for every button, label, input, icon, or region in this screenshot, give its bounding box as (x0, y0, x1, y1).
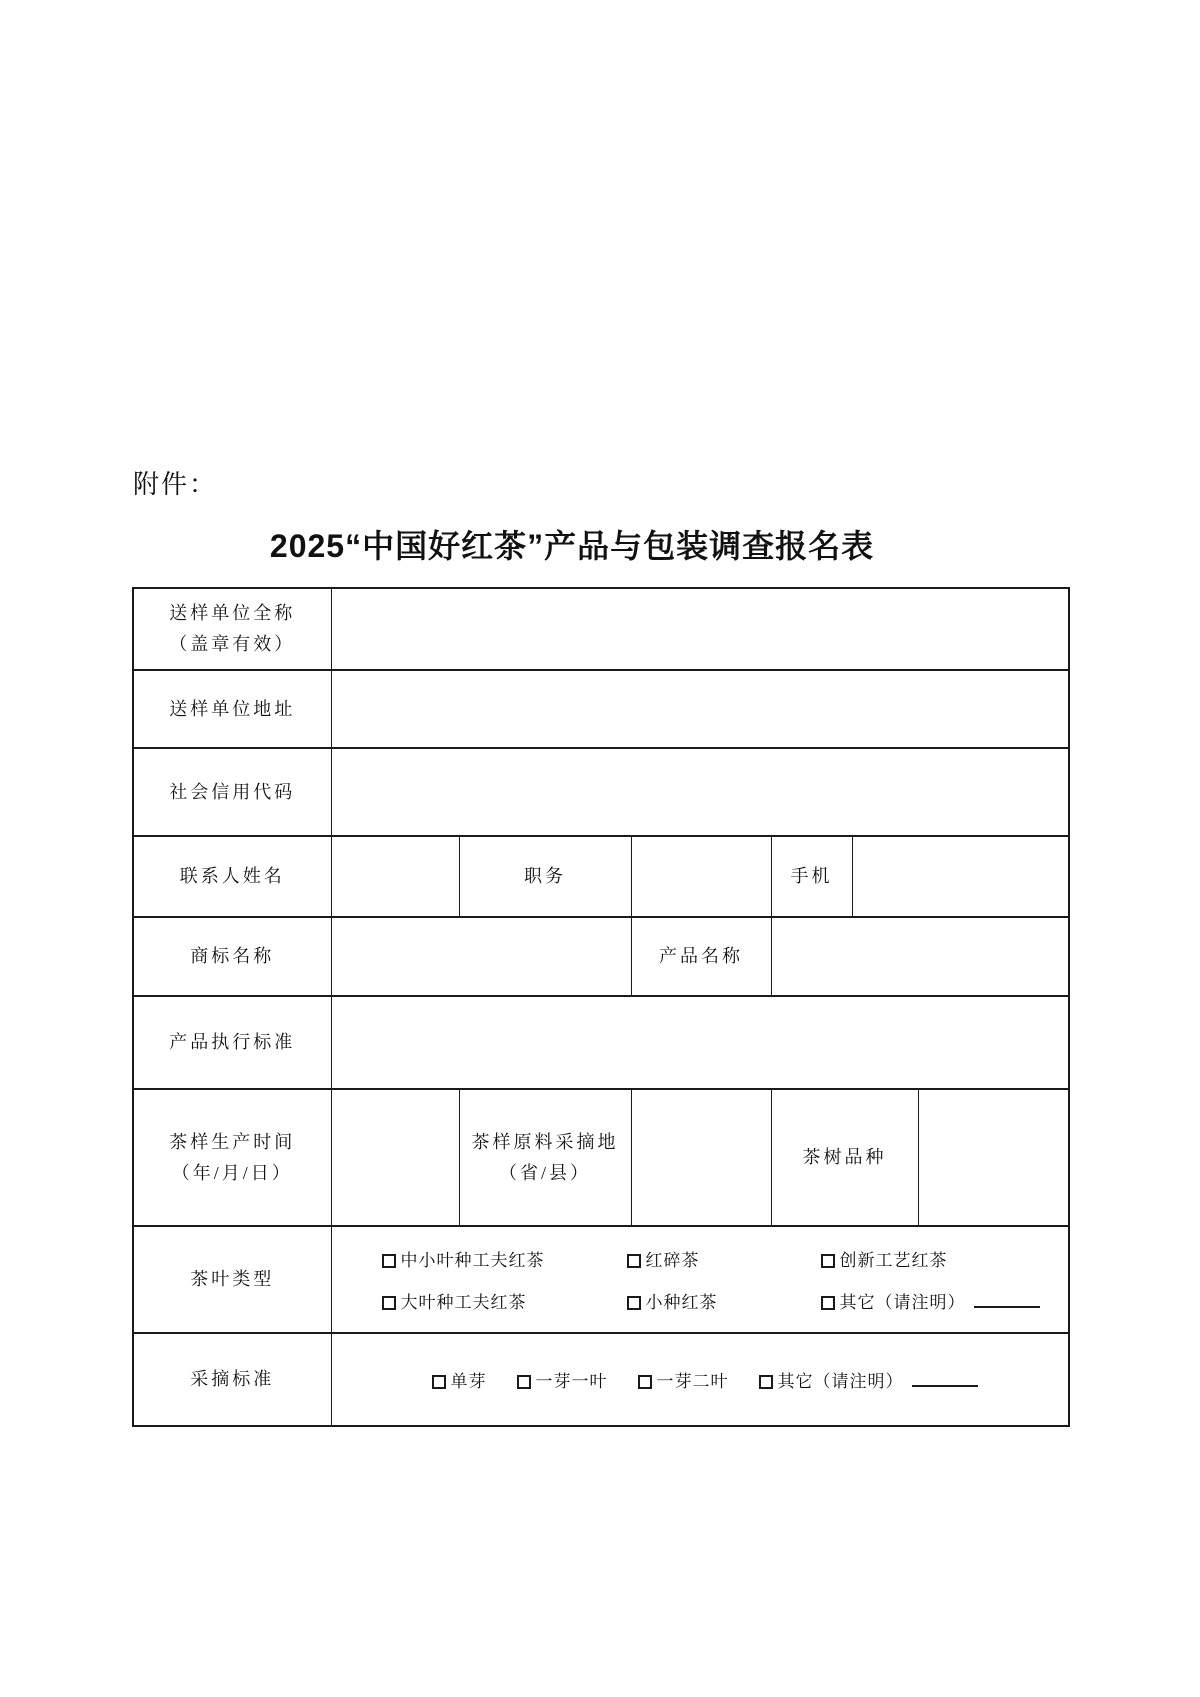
input-cell-standard[interactable] (331, 996, 1069, 1089)
checkbox-icon[interactable] (821, 1254, 835, 1268)
picking-options (332, 1367, 1069, 1392)
option-label: 创新工艺红茶 (839, 1251, 948, 1270)
option-label: 一芽一叶 (535, 1372, 608, 1391)
option-tea-type-other[interactable] (821, 1288, 1069, 1313)
option-label: 其它（请注明） (839, 1293, 966, 1312)
tea-type-options (332, 1246, 1069, 1313)
row-standard (133, 996, 1069, 1089)
option-small-mid-leaf-gongfu[interactable] (382, 1246, 627, 1271)
label-credit-code: 社会信用代码 (133, 748, 331, 836)
option-souchong[interactable] (627, 1288, 821, 1313)
label-contact-name: 联系人姓名 (133, 836, 331, 917)
checkbox-icon[interactable] (638, 1375, 652, 1389)
label-product-name: 产品名称 (631, 917, 771, 996)
label-tea-type: 茶叶类型 (133, 1226, 331, 1333)
label-production-time-line1: 茶样生产时间 (169, 1131, 296, 1152)
label-unit-name (133, 588, 331, 670)
label-unit-name-line1: 送样单位全称 (169, 603, 296, 623)
label-origin-line1: 茶样原料采摘地 (471, 1131, 619, 1152)
checkbox-icon[interactable] (627, 1296, 641, 1310)
checkbox-icon[interactable] (382, 1296, 396, 1310)
row-credit-code (133, 748, 1069, 836)
checkbox-icon[interactable] (627, 1254, 641, 1268)
registration-form-table (132, 587, 1070, 1427)
row-contact (133, 836, 1069, 917)
option-large-leaf-gongfu[interactable] (382, 1288, 627, 1313)
label-contact-mobile: 手机 (771, 836, 852, 917)
label-standard: 产品执行标准 (133, 996, 331, 1089)
row-brand (133, 917, 1069, 996)
option-picking-other[interactable] (759, 1367, 978, 1392)
option-single-bud[interactable] (432, 1367, 487, 1392)
label-production-time-line2: （年/月/日） (171, 1162, 293, 1183)
input-cell-trademark[interactable] (331, 917, 631, 996)
option-label: 大叶种工夫红茶 (400, 1293, 527, 1312)
row-unit-address (133, 670, 1069, 748)
row-tea-type (133, 1226, 1069, 1333)
input-cell-contact-name[interactable] (331, 836, 459, 917)
option-label: 中小叶种工夫红茶 (400, 1251, 545, 1270)
label-unit-name-line2: （盖章有效） (169, 634, 296, 654)
picking-options-cell (331, 1333, 1069, 1426)
option-one-bud-two-leaves[interactable] (638, 1367, 729, 1392)
input-cell-unit-address[interactable] (331, 670, 1069, 748)
input-cell-contact-position[interactable] (631, 836, 771, 917)
input-cell-credit-code[interactable] (331, 748, 1069, 836)
form-title: 2025“中国好红茶”产品与包装调查报名表 (269, 528, 875, 564)
row-unit-name (133, 588, 1069, 670)
checkbox-icon[interactable] (432, 1375, 446, 1389)
input-cell-product-name[interactable] (771, 917, 1069, 996)
label-unit-address: 送样单位地址 (133, 670, 331, 748)
checkbox-icon[interactable] (759, 1375, 773, 1389)
option-label: 红碎茶 (645, 1251, 700, 1270)
label-contact-position: 职务 (459, 836, 631, 917)
attachment-label: 附件： (133, 470, 218, 499)
option-one-bud-one-leaf[interactable] (517, 1367, 608, 1392)
label-origin-line2: （省/县） (498, 1162, 591, 1183)
row-production (133, 1089, 1069, 1226)
checkbox-icon[interactable] (517, 1375, 531, 1389)
label-picking-standard: 采摘标准 (133, 1333, 331, 1426)
input-cell-production-time[interactable] (331, 1089, 459, 1226)
row-picking-standard (133, 1333, 1069, 1426)
option-broken-black-tea[interactable] (627, 1246, 821, 1271)
input-cell-contact-mobile[interactable] (852, 836, 1069, 917)
blank-underline[interactable] (912, 1373, 978, 1387)
input-cell-origin[interactable] (631, 1089, 771, 1226)
option-innovative-craft[interactable] (821, 1246, 1069, 1271)
label-trademark: 商标名称 (133, 917, 331, 996)
option-label: 单芽 (450, 1372, 487, 1391)
input-cell-unit-name[interactable] (331, 588, 1069, 670)
label-variety: 茶树品种 (771, 1089, 918, 1226)
checkbox-icon[interactable] (382, 1254, 396, 1268)
input-cell-variety[interactable] (918, 1089, 1069, 1226)
tea-type-options-cell (331, 1226, 1069, 1333)
checkbox-icon[interactable] (821, 1296, 835, 1310)
option-label: 其它（请注明） (777, 1372, 904, 1391)
label-production-time (133, 1089, 331, 1226)
option-label: 小种红茶 (645, 1293, 718, 1312)
option-label: 一芽二叶 (656, 1372, 729, 1391)
blank-underline[interactable] (974, 1294, 1040, 1308)
label-origin (459, 1089, 631, 1226)
